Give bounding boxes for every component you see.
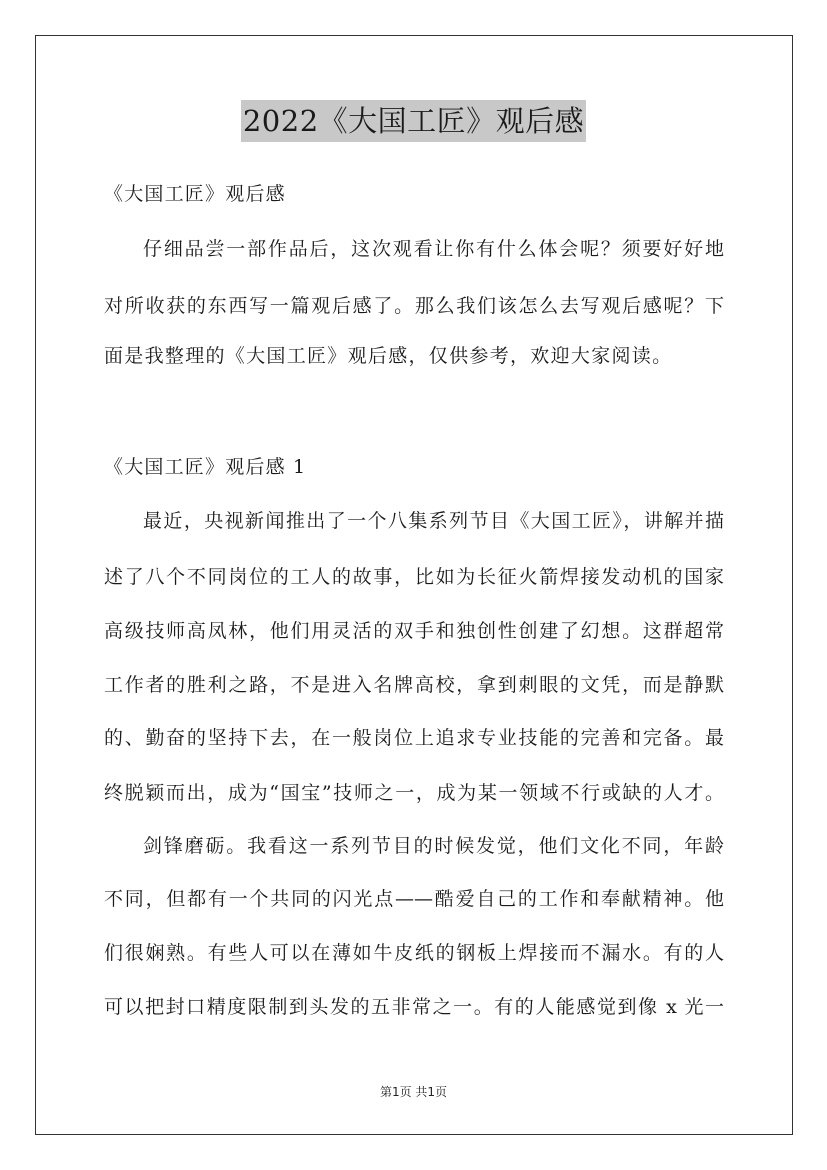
intro-heading: 《大国工匠》观后感	[104, 183, 286, 205]
section1-para1-line-6: 终脱颖而出，成为“国宝”技师之一，成为某一领域不行或缺的人才。	[104, 782, 724, 804]
section1-para1-line-3: 高级技师高凤林，他们用灵活的双手和独创性创建了幻想。这群超常	[104, 620, 724, 642]
section1-para1-line-4: 工作者的胜利之路，不是进入名牌高校，拿到刺眼的文凭，而是静默	[104, 674, 724, 696]
intro-line-2: 对所收获的东西写一篇观后感了。那么我们该怎么去写观后感呢？下	[104, 295, 724, 317]
section1-para2-line-3: 们很娴熟。有些人可以在薄如牛皮纸的钢板上焊接而不漏水。有的人	[104, 942, 724, 964]
section1-para2-line-1: 剑锋磨砺。我看这一系列节目的时候发觉，他们文化不同，年龄	[143, 835, 724, 857]
title-container	[0, 100, 827, 142]
section1-para2-line-2: 不同，但都有一个共同的闪光点——酷爱自己的工作和奉献精神。他	[104, 888, 724, 910]
section1-para1-line-1: 最近，央视新闻推出了一个八集系列节目《大国工匠》，讲解并描	[143, 510, 724, 532]
document-title: 2022《大国工匠》观后感	[241, 100, 586, 142]
intro-line-1: 仔细品尝一部作品后，这次观看让你有什么体会呢？须要好好地	[143, 238, 724, 260]
section1-para1-line-5: 的、勤奋的坚持下去，在一般岗位上追求专业技能的完善和完备。最	[104, 727, 724, 749]
page-number-footer: 第1页 共1页	[379, 1085, 448, 1099]
section1-para1-line-2: 述了八个不同岗位的工人的故事，比如为长征火箭焊接发动机的国家	[104, 566, 724, 588]
section1-heading: 《大国工匠》观后感 1	[104, 456, 307, 478]
intro-line-3: 面是我整理的《大国工匠》观后感，仅供参考，欢迎大家阅读。	[104, 345, 673, 367]
section1-para2-line-4: 可以把封口精度限制到头发的五非常之一。有的人能感觉到像 x 光一	[104, 996, 724, 1018]
